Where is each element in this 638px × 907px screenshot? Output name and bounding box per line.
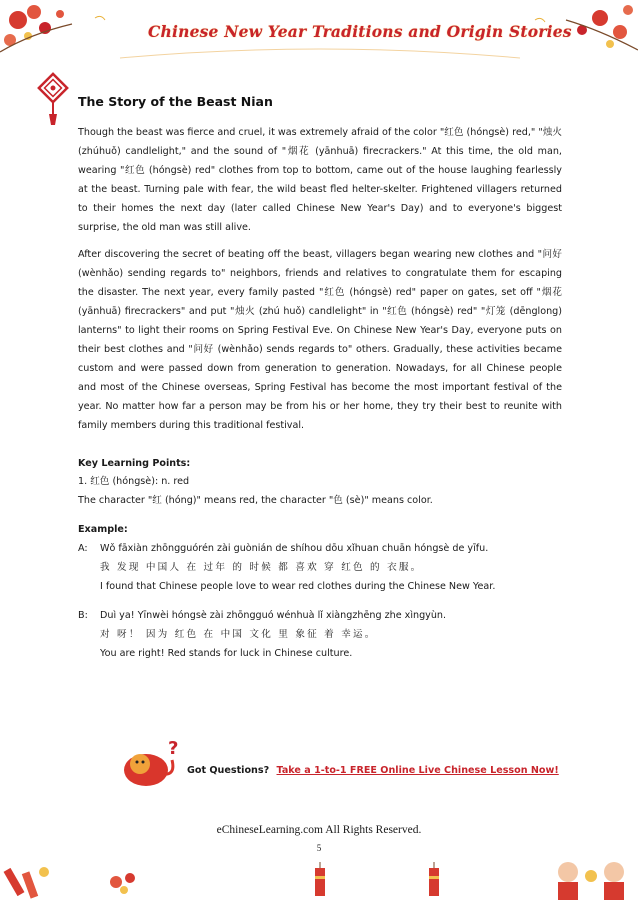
story-heading: The Story of the Beast Nian [78,94,273,109]
chinese-knot-icon [36,72,70,130]
page-number: 5 [316,843,322,853]
festive-children-decoration-icon [548,856,638,907]
page-title: Chinese New Year Traditions and Origin Stories [148,22,572,41]
free-lesson-link[interactable]: Take a 1-to-1 FREE Online Live Chinese Lesson Now! [276,765,559,776]
cta-line [187,765,559,776]
firecracker-icon [312,862,328,902]
blossom-decoration-icon [104,868,144,902]
story-paragraph: After discovering the secret of beating off the beast, villagers began wearing new clothes and "问好 (wènhǎo) sending regards to" neighbors, friends and relatives to congratulate them for escaping the disaster. The next year, every family pasted "红色 (hóngsè) red" paper on gates, set off "烟花 (yānhuā) firecrackers" and put "烛火 (zhú huǒ) candlelight" in "红色 (hóngsè) red" "灯笼 (dēnglong) lanterns" to light their rooms on Spring Festival Eve. On Chinese New Year's Day, everyone puts on their best clothes and "问好 (wènhǎo) sends regards to" others. Gradually, these activities became custom and were passed down from generation to generation. Nowadays, for all Chinese people and most of the Chinese overseas, Spring Festival has become the most important festival of the year. No matter how far a person may be from his or her home, they try their best to reunite with family members during this traditional festival. [78,249,562,431]
example-english: You are right! Red stands for luck in Chinese culture. [100,647,353,659]
key-learning-point: 1. 红色 (hóngsè): n. red [78,476,190,488]
example-letter: B: [78,609,88,621]
story-body [78,124,562,664]
firecracker-decoration-icon [0,860,60,907]
example-english: I found that Chinese people love to wear red clothes during the Chinese New Year. [100,580,496,592]
example-letter: A: [78,543,88,555]
cta-question: Got Questions? [187,765,270,776]
example-hanzi: 对 呀！ 因为 红色 在 中国 文化 里 象征 着 幸运。 [100,628,377,640]
monkey-mascot-icon [118,738,184,794]
firecracker-icon [426,862,442,902]
example-item-a [78,540,562,597]
footer-copyright: eChineseLearning.com All Rights Reserved. [216,824,422,836]
key-learning-title: Key Learning Points: [78,457,191,469]
example-item-b [78,607,562,664]
story-paragraph: Though the beast was fierce and cruel, it was extremely afraid of the color "红色 (hóngsè) red," "烛火 (zhúhuǒ) candlelight," and the sound of "烟花 (yānhuā) firecrackers." At this time, the old man, wearing "红色 (hóngsè) red" clothes from top to bottom, came out of the house laughing fearlessly at the beast. Turning pale with fear, the wild beast fled helter-skelter. Frightened villagers returned to their homes the next day (later called Chinese New Year's Day) and to everyone's biggest surprise, the old man was still alive. [78,127,562,233]
example-pinyin: Duì ya! Yīnwèi hóngsè zài zhōngguó wénhuà lǐ xiàngzhēng zhe xìngyùn. [100,609,447,621]
example-title: Example: [78,524,128,536]
example-hanzi: 我 发现 中国人 在 过年 的 时候 都 喜欢 穿 红色 的 衣服。 [100,562,423,574]
example-pinyin: Wǒ fāxiàn zhōngguórén zài guònián de shíhou dōu xǐhuan chuān hóngsè de yīfu. [100,543,489,555]
key-learning-explanation: The character "红 (hóng)" means red, the character "色 (sè)" means color. [78,495,433,507]
svg-text:?: ? [168,738,179,759]
header-banner [0,0,638,70]
